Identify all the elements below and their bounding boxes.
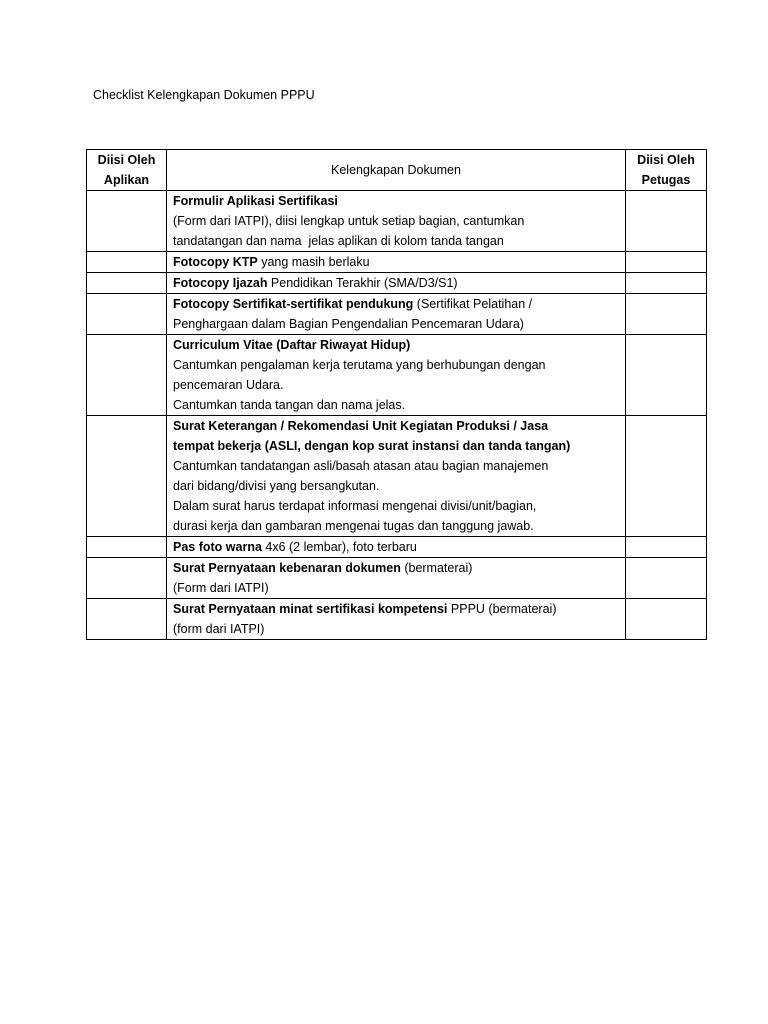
requirement-text: Dalam surat harus terdapat informasi mengenai divisi/unit/bagian, bbox=[173, 499, 537, 513]
document-requirement-cell bbox=[167, 273, 626, 294]
requirement-line bbox=[173, 191, 619, 211]
requirement-line bbox=[173, 273, 619, 293]
table-row bbox=[87, 416, 707, 537]
aplikan-check-cell[interactable] bbox=[87, 537, 167, 558]
requirement-text: durasi kerja dan gambaran mengenai tugas dan tanggung jawab. bbox=[173, 519, 534, 533]
aplikan-check-cell[interactable] bbox=[87, 599, 167, 640]
aplikan-check-cell[interactable] bbox=[87, 252, 167, 273]
document-title: Checklist Kelengkapan Dokumen PPPU bbox=[93, 88, 315, 102]
checklist-table bbox=[86, 149, 707, 640]
header-diisi-oleh-petugas: Diisi Oleh Petugas bbox=[626, 150, 707, 191]
requirement-bold-text: Fotocopy Sertifikat-sertifikat pendukung bbox=[173, 297, 414, 311]
requirement-text: (bermaterai) bbox=[400, 561, 473, 575]
requirement-line bbox=[173, 537, 619, 557]
requirement-text: Cantumkan pengalaman kerja terutama yang berhubungan dengan bbox=[173, 358, 546, 372]
requirement-bold-text: Surat Keterangan / Rekomendasi Unit Kegiatan Produksi / Jasa bbox=[173, 419, 549, 433]
document-requirement-cell bbox=[167, 252, 626, 273]
aplikan-check-cell[interactable] bbox=[87, 416, 167, 537]
header-row bbox=[87, 150, 707, 191]
table-row bbox=[87, 191, 707, 252]
petugas-check-cell[interactable] bbox=[626, 416, 707, 537]
document-requirement-cell bbox=[167, 537, 626, 558]
document-requirement-cell bbox=[167, 191, 626, 252]
document-requirement-cell bbox=[167, 416, 626, 537]
requirement-text: dari bidang/divisi yang bersangkutan. bbox=[173, 479, 380, 493]
requirement-text: (Form dari IATPI), diisi lengkap untuk setiap bagian, cantumkan bbox=[173, 214, 525, 228]
requirement-bold-text: Pas foto warna bbox=[173, 540, 262, 554]
requirement-line bbox=[173, 375, 619, 395]
requirement-line bbox=[173, 416, 619, 436]
requirement-line bbox=[173, 599, 619, 619]
requirement-bold-text: Formulir Aplikasi Sertifikasi bbox=[173, 194, 338, 208]
requirement-line bbox=[173, 395, 619, 415]
petugas-check-cell[interactable] bbox=[626, 273, 707, 294]
requirement-line bbox=[173, 294, 619, 314]
aplikan-check-cell[interactable] bbox=[87, 273, 167, 294]
requirement-line bbox=[173, 252, 619, 272]
table-row bbox=[87, 294, 707, 335]
requirement-line bbox=[173, 314, 619, 334]
requirement-line bbox=[173, 619, 619, 639]
table-row bbox=[87, 537, 707, 558]
requirement-bold-text: Surat Pernyataan kebenaran dokumen bbox=[173, 561, 401, 575]
requirement-line bbox=[173, 335, 619, 355]
table-row bbox=[87, 599, 707, 640]
petugas-check-cell[interactable] bbox=[626, 191, 707, 252]
requirement-line bbox=[173, 476, 619, 496]
requirement-text: yang masih berlaku bbox=[257, 255, 370, 269]
requirement-line bbox=[173, 516, 619, 536]
table-row bbox=[87, 558, 707, 599]
requirement-bold-text: tempat bekerja (ASLI, dengan kop surat instansi dan tanda tangan) bbox=[173, 439, 571, 453]
document-requirement-cell bbox=[167, 294, 626, 335]
petugas-check-cell[interactable] bbox=[626, 537, 707, 558]
requirement-text: (Form dari IATPI) bbox=[173, 581, 269, 595]
header-diisi-oleh-aplikan: Diisi Oleh Aplikan bbox=[87, 150, 167, 191]
aplikan-check-cell[interactable] bbox=[87, 558, 167, 599]
aplikan-check-cell[interactable] bbox=[87, 335, 167, 416]
petugas-check-cell[interactable] bbox=[626, 335, 707, 416]
document-requirement-cell bbox=[167, 335, 626, 416]
requirement-line bbox=[173, 355, 619, 375]
requirement-text: PPPU (bermaterai) bbox=[447, 602, 557, 616]
requirement-text: pencemaran Udara. bbox=[173, 378, 284, 392]
requirement-bold-text: Surat Pernyataan minat sertifikasi kompetensi bbox=[173, 602, 448, 616]
requirement-line bbox=[173, 436, 619, 456]
header-kelengkapan-dokumen: Kelengkapan Dokumen bbox=[167, 150, 626, 191]
table-row bbox=[87, 252, 707, 273]
requirement-text: 4x6 (2 lembar), foto terbaru bbox=[261, 540, 417, 554]
requirement-bold-text: Fotocopy KTP bbox=[173, 255, 258, 269]
requirement-text: (form dari IATPI) bbox=[173, 622, 265, 636]
requirement-line bbox=[173, 456, 619, 476]
requirement-line bbox=[173, 496, 619, 516]
requirement-line bbox=[173, 231, 619, 251]
requirement-text: tandatangan dan nama jelas aplikan di kolom tanda tangan bbox=[173, 234, 504, 248]
requirement-bold-text: Curriculum Vitae (Daftar Riwayat Hidup) bbox=[173, 338, 411, 352]
requirement-text: (Sertifikat Pelatihan / bbox=[413, 297, 533, 311]
requirement-text: Pendidikan Terakhir (SMA/D3/S1) bbox=[267, 276, 458, 290]
requirement-text: Cantumkan tanda tangan dan nama jelas. bbox=[173, 398, 406, 412]
requirement-line bbox=[173, 211, 619, 231]
table-row bbox=[87, 273, 707, 294]
document-requirement-cell bbox=[167, 558, 626, 599]
table-row bbox=[87, 335, 707, 416]
petugas-check-cell[interactable] bbox=[626, 599, 707, 640]
aplikan-check-cell[interactable] bbox=[87, 191, 167, 252]
requirement-text: Penghargaan dalam Bagian Pengendalian Pencemaran Udara) bbox=[173, 317, 524, 331]
aplikan-check-cell[interactable] bbox=[87, 294, 167, 335]
petugas-check-cell[interactable] bbox=[626, 294, 707, 335]
requirement-line bbox=[173, 578, 619, 598]
requirement-bold-text: Fotocopy Ijazah bbox=[173, 276, 268, 290]
petugas-check-cell[interactable] bbox=[626, 558, 707, 599]
petugas-check-cell[interactable] bbox=[626, 252, 707, 273]
requirement-line bbox=[173, 558, 619, 578]
document-requirement-cell bbox=[167, 599, 626, 640]
requirement-text: Cantumkan tandatangan asli/basah atasan atau bagian manajemen bbox=[173, 459, 549, 473]
